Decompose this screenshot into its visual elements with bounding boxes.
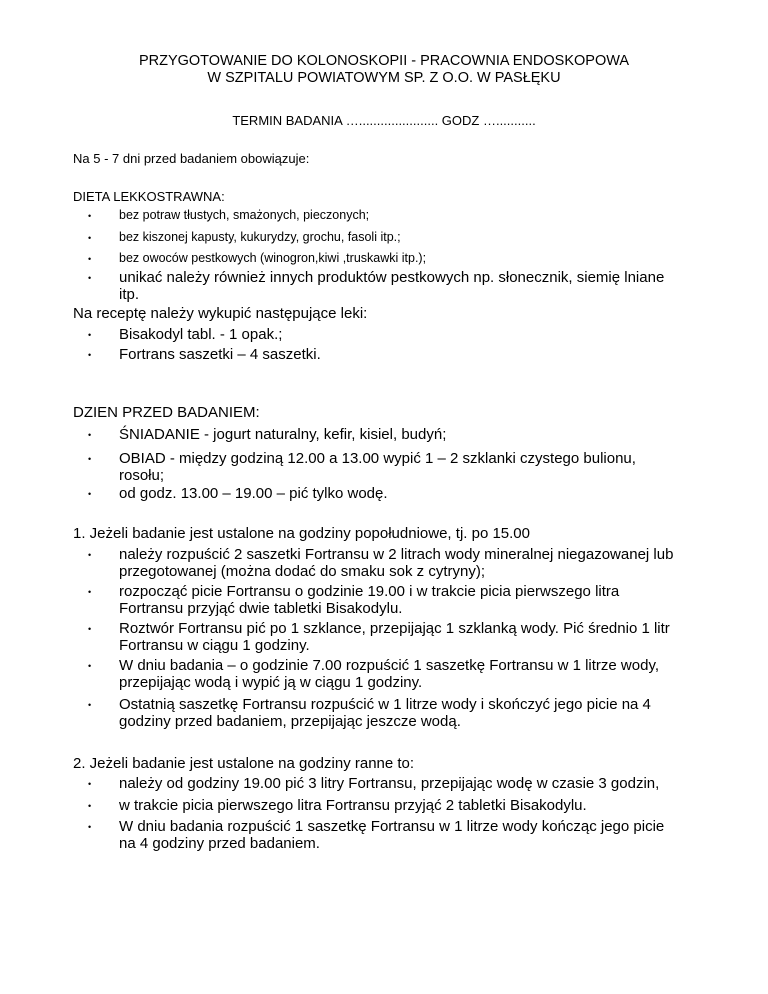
document-title-line2: W SZPITALU POWIATOWYM SP. Z O.O. W PASŁĘKU (207, 70, 561, 86)
bullet-icon: • (88, 233, 92, 243)
bullet-icon: • (88, 550, 92, 560)
section1-item-line: przegotowanej (można dodać do smaku sok z cytryny); (119, 563, 485, 580)
bullet-icon: • (88, 273, 92, 283)
dzien-item-line: OBIAD - między godziną 12.00 a 13.00 wypić 1 – 2 szklanki czystego bulionu, (119, 450, 636, 467)
section1-item-line: W dniu badania – o godzinie 7.00 rozpuścić 1 saszetkę Fortransu w 1 litrze wody, (119, 657, 659, 674)
dieta-item-line: bez kiszonej kapusty, kukurydzy, grochu, fasoli itp.; (119, 230, 401, 244)
section1-item-line: przepijając wodą i wypić ją w ciągu 1 godziny. (119, 674, 423, 691)
bullet-icon: • (88, 661, 92, 671)
bullet-icon: • (88, 700, 92, 710)
leki-heading: Na receptę należy wykupić następujące leki: (73, 305, 368, 322)
bullet-icon: • (88, 624, 92, 634)
section2-item-line: na 4 godziny przed badaniem. (119, 835, 320, 852)
bullet-icon: • (88, 822, 92, 832)
bullet-icon: • (88, 254, 92, 264)
dieta-heading: DIETA LEKKOSTRAWNA: (73, 189, 225, 204)
section1-item-line: rozpocząć picie Fortransu o godzinie 19.00 i w trakcie picia pierwszego litra (119, 583, 620, 600)
section2-item-line: w trakcie picia pierwszego litra Fortransu przyjąć 2 tabletki Bisakodylu. (119, 797, 587, 814)
bullet-icon: • (88, 489, 92, 499)
section1-item-line: Ostatnią saszetkę Fortransu rozpuścić w 1 litrze wody i skończyć jego picie na 4 (119, 696, 651, 713)
bullet-icon: • (88, 330, 92, 340)
bullet-icon: • (88, 779, 92, 789)
dieta-item-line: unikać należy również innych produktów pestkowych np. słonecznik, siemię lniane (119, 269, 665, 286)
section1-item-line: Fortransu w ciągu 1 godziny. (119, 637, 310, 654)
bullet-icon: • (88, 587, 92, 597)
section1-item-line: Roztwór Fortransu pić po 1 szklance, przepijając 1 szklanką wody. Pić średnio 1 litr (119, 620, 670, 637)
section2-item-line: W dniu badania rozpuścić 1 saszetkę Fortransu w 1 litrze wody kończąc jego picie (119, 818, 665, 835)
leki-item-line: Bisakodyl tabl. - 1 opak.; (119, 326, 283, 343)
section1-item-line: godziny przed badaniem, przepijając jeszcze wodą. (119, 713, 461, 730)
dzien-heading: DZIEN PRZED BADANIEM: (73, 404, 260, 421)
dzien-item-line: od godz. 13.00 – 19.00 – pić tylko wodę. (119, 485, 388, 502)
section1-heading: 1. Jeżeli badanie jest ustalone na godziny popołudniowe, tj. po 15.00 (73, 525, 530, 542)
leki-item-line: Fortrans saszetki – 4 saszetki. (119, 346, 321, 363)
dzien-item-line: ŚNIADANIE - jogurt naturalny, kefir, kisiel, budyń; (119, 426, 447, 443)
section2-item-line: należy od godziny 19.00 pić 3 litry Fortransu, przepijając wodę w czasie 3 godzin, (119, 775, 660, 792)
section1-item-line: należy rozpuścić 2 saszetki Fortransu w 2 litrach wody mineralnej niegazowanej lub (119, 546, 674, 563)
document-title-line1: PRZYGOTOWANIE DO KOLONOSKOPII - PRACOWNIA ENDOSKOPOWA (138, 53, 630, 69)
bullet-icon: • (88, 211, 92, 221)
termin-line: TERMIN BADANIA …...................... GODZ …........... (232, 113, 536, 128)
dieta-item-line: itp. (119, 286, 140, 303)
dieta-item-line: bez owoców pestkowych (winogron,kiwi ,truskawki itp.); (119, 251, 427, 265)
dzien-item-line: rosołu; (119, 467, 165, 484)
bullet-icon: • (88, 350, 92, 360)
bullet-icon: • (88, 801, 92, 811)
bullet-icon: • (88, 454, 92, 464)
section1-item-line: Fortransu przyjąć dwie tabletki Bisakodylu. (119, 600, 403, 617)
intro-text: Na 5 - 7 dni przed badaniem obowiązuje: (73, 151, 310, 166)
section2-heading: 2. Jeżeli badanie jest ustalone na godziny ranne to: (73, 755, 415, 772)
dieta-item-line: bez potraw tłustych, smażonych, pieczonych; (119, 208, 370, 222)
bullet-icon: • (88, 430, 92, 440)
